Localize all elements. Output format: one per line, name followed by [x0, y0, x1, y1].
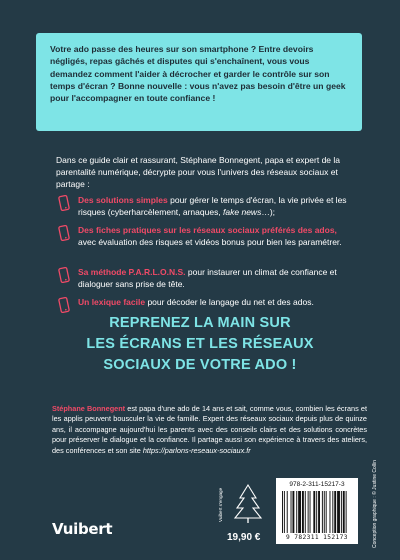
lead-paragraph: Dans ce guide clair et rassurant, Stéphane Bonnegent, papa et expert de la parentalité numérique, décrypte pour vous l'univers des réseaux sociaux et partage : — [56, 155, 340, 190]
barcode-bar — [334, 491, 336, 533]
point-methode — [57, 266, 357, 290]
point-body: pour gérer le temps d'écran, la vie privée et les risques (cyberharcèlement, arnaques, — [78, 195, 347, 218]
headline-line: LES ÉCRANS ET LES RÉSEAUX — [86, 336, 314, 352]
point-italic: fake news — [223, 207, 262, 218]
point-text — [78, 224, 357, 248]
isbn: 978-2-311-15217-3 — [289, 481, 345, 488]
barcode-bar — [318, 491, 320, 533]
barcode-bar — [341, 491, 342, 533]
barcode-bar — [332, 491, 333, 533]
barcode — [276, 478, 358, 544]
barcode-bar — [296, 491, 297, 533]
headline-line: SOCIAUX DE VOTRE ADO ! — [103, 357, 297, 373]
author-bio-text: est papa d'une ado de 14 ans et sait, comme vous, combien les écrans et les applis peuvent bousculer la vie de famille. Expert des réseaux sociaux depuis plus de quinze ans, il accompagne aujourd'hui les parents avec des conseils clairs et des solutions concrètes pour préserver le dialogue et la confiance. Il partage aussi son expérience à travers des ateliers, des conférences et son site — [52, 404, 367, 455]
point-body: pour instaurer un climat de confiance et dialoguer sans prise de tête. — [78, 267, 337, 290]
headline-line: REPRENEZ LA MAIN SUR — [109, 315, 291, 331]
barcode-bars — [282, 491, 354, 533]
barcode-bar — [316, 491, 317, 533]
price: 19,90 € — [227, 532, 261, 543]
barcode-bar — [284, 491, 285, 533]
barcode-bar — [343, 491, 345, 533]
barcode-digits: 9 782311 152173 — [286, 534, 348, 541]
barcode-bar — [305, 491, 306, 533]
smartphone-icon — [57, 195, 71, 213]
point-solutions — [57, 194, 357, 218]
point-highlight: Un lexique facile — [78, 297, 146, 307]
barcode-bar — [346, 491, 347, 533]
author-website: https://parlons-reseaux-sociaux.fr — [142, 445, 251, 455]
forest-label — [218, 482, 226, 524]
barcode-bar — [287, 491, 288, 533]
point-body: pour décoder le langage du net et des ados. — [145, 297, 314, 307]
barcode-bar — [302, 491, 304, 533]
smartphone-icon — [57, 267, 71, 285]
point-text — [78, 266, 357, 290]
barcode-bar — [291, 491, 292, 533]
intro-box — [36, 33, 362, 131]
point-highlight: Sa méthode P.A.R.L.O.N.S. — [78, 267, 186, 277]
author-name: Stéphane Bonnegent — [52, 404, 126, 413]
barcode-bar — [324, 491, 325, 533]
design-credit — [372, 460, 384, 550]
barcode-bar — [298, 491, 301, 533]
barcode-bar — [326, 491, 327, 533]
intro-text: Votre ado passe des heures sur son smartphone ? Entre devoirs négligés, repas gâchés et disputes qui s'enchaînent, vous vous demandez comment l'aider à décrocher et garder le contrôle sur son temps d'écran ? Bonne nouvelle : vous n'avez pas besoin d'être un geek pour l'accompagner en toute confiance ! — [50, 44, 346, 104]
barcode-bar — [308, 491, 309, 533]
point-body-end: …); — [261, 207, 276, 218]
point-lexique — [57, 296, 357, 308]
headline — [40, 313, 360, 376]
publisher-logo: Vuibert — [52, 520, 113, 538]
barcode-bar — [313, 491, 315, 533]
barcode-bar — [337, 491, 340, 533]
barcode-bar — [282, 491, 283, 533]
barcode-bar — [330, 491, 331, 533]
point-highlight: Des solutions simples — [78, 195, 168, 205]
barcode-bar — [292, 491, 294, 533]
point-body: avec évaluation des risques et vidéos bonus pour bien les paramétrer. — [78, 237, 342, 248]
point-text — [78, 194, 357, 218]
point-fiches — [57, 224, 357, 248]
point-text — [78, 296, 357, 308]
barcode-bar — [322, 491, 323, 533]
forest-label-text: Vuibert s'engage — [218, 487, 223, 522]
design-credit-text: Conception graphique : © Justine Collin — [372, 460, 378, 548]
tree-icon — [228, 482, 268, 524]
barcode-bar — [310, 491, 311, 533]
point-highlight: Des fiches pratiques sur les réseaux sociaux préférés des ados, — [78, 225, 337, 235]
smartphone-icon — [57, 225, 71, 243]
author-bio — [52, 404, 367, 456]
